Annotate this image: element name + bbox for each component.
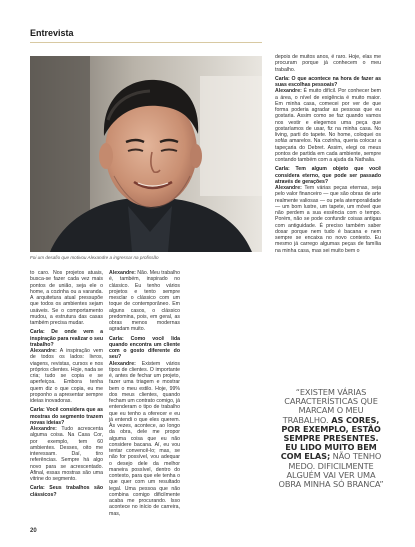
question: Carla: Como você lida quando encontra um cliente com o gosto diferente do seu? <box>109 335 180 361</box>
speaker-label: Alexandre: <box>109 360 136 367</box>
portrait-photo <box>30 56 262 252</box>
section-title: Entrevista <box>30 28 74 38</box>
question: Carla: Seus trabalhos são clássicos? <box>30 485 103 498</box>
pull-quote-emphasis: AS CORES, POR EXEMPLO, ESTÃO SEMPRE PRESENTES. EU LIDO MUITO BEM COM ELAS; <box>280 414 381 462</box>
speaker-label: Alexandre: <box>30 426 57 432</box>
speaker-label: Alexandre: <box>30 348 57 354</box>
question: Carla: De onde vem a inspiração para realizar o seu trabalho? <box>30 329 103 348</box>
paragraph: depois de muitos anos, é raro. Hoje, elas me procuram porque já conhecem o meu trabalho. <box>275 54 381 73</box>
speaker-label: Alexandre: <box>275 185 302 191</box>
answer <box>30 348 103 404</box>
pull-quote-close: NÃO TENHO MEDO. DIFICILMENTE ALGUÉM VAI VER UMA OBRA MINHA SÓ BRANCA” <box>278 451 384 490</box>
pull-quote-open: “EXISTEM VÁRIAS CARACTERÍSTICAS QUE MARCAM O MEU TRABALHO. <box>282 387 378 425</box>
column-2 <box>109 270 180 517</box>
pull-quote <box>277 388 385 489</box>
answer-text: Existem vários tipos de clientes. O importante é, antes de fechar um projeto, fazer uma triagem e mostrar bem o meu estilo. Hoje, 99% dos meus clientes, quando fecham um contrato comigo, já entenderam o tipo de trabalho que eu tenho a oferecer e eu já entendi o que eles querem. Às vezes, acontece, ao longo da obra, dele me propor alguma coisa que eu não considere bacana. Aí, eu vou tentar convencê-lo; mas, se não for possível, vou adequar o desejo dele da melhor maneira possível, dentro do contexto, para que ele tenha o que quer com um resultado legal. Uma pessoa que não combina comigo dificilmente acaba me procurando. Isso acontece no início de carreira, mas, <box>109 360 180 517</box>
paragraph: to caro. Nos projetos atuais, busca-se fazer cada vez mais pontos de união, seja ele o home, a cozinha ou a varanda. A arquitetura atual pressupõe que todos os ambientes sejam usáveis. Se o comportamento mudou, a estrutura das casas também precisa mudar. <box>30 270 103 326</box>
answer <box>275 88 381 163</box>
speaker-label: Alexandre: <box>109 270 136 276</box>
page-number: 20 <box>30 528 37 534</box>
question: Carla: Você considera que as mostras do segmento trazem novas ideias? <box>30 407 103 426</box>
photo-caption: Foi um desafio que motivou Alexandre a ingressar na profissão <box>30 255 159 260</box>
answer-text: Tem várias peças eternas, seja pelo valor financeiro — que são obras de arte realmente valiosas — ou pela atemporalidade — um bom lustre, um tapete, um móvel que não perdem a sua essência com o tempo. Porém, não se pode confundir coisas antigas com antiguidade. É preciso também saber dosar porque nem tudo é bacana e nem sempre se encaixa no novo contexto. Eu mesmo já carrego algumas peças de família na minha casa, mas sei muito bem o <box>275 185 381 254</box>
question: Carla: Tem algum objeto que você considera eterno, que pode ser passado através de gerações? <box>275 166 381 185</box>
answer <box>109 270 180 333</box>
answer-text: A inspiração vem de todos os lados: livros, viagens, revistas, cursos e nos próprios clientes. Hoje, nada se cria; tudo se copia e se aperfeiçoa. Embora tenha quem diz o que copia, eu me proponho a apresentar sempre ideias inovadoras. <box>30 348 103 404</box>
answer <box>275 185 381 254</box>
section-divider <box>30 42 262 43</box>
answer <box>30 426 103 482</box>
answer-text: Não. Meu trabalho é, também, inspirado no clássico. Eu tenho vários projetos e tento sempre mesclar o clássico com um toque de contemporâneo. Em alguns casos, o clássico predomina, pois, em geral, as obras menos modernas agradam muito. <box>109 270 180 333</box>
question: Carla: O que acontece na hora de fazer as suas escolhas pessoais? <box>275 75 381 88</box>
portrait-illustration <box>30 56 262 252</box>
speaker-label: Alexandre: <box>275 88 302 95</box>
column-3 <box>275 54 381 254</box>
answer <box>109 361 180 517</box>
answer-text: É muito difícil. Por conhecer bem a área, o nível de exigência é muito maior. Em minha casa, comecei por ver de que forma poderia agradar as pessoas que eu gostaria. Assim como se faz quando vamos nos vestir e elegemos uma peça que gostaríamos de usar, fiz na minha casa. No living, parti do tapete. No home, coloquei os sofás amarelos. Na cozinha, queria colocar a tapeçaria do Debret. Assim, elegi os meus pontos de partida em cada ambiente, sempre contando também com a ajuda da Nathalia. <box>275 88 381 163</box>
column-1 <box>30 270 103 498</box>
answer-text: Tudo acrescenta alguma coisa. Na Casa Cor, por exemplo, tem 60 ambientes. Desses, oito me interessam. Daí, tiro referências. Sempre há algo novo para se acrescentado. Afinal, essas mostras são uma vitrine do segmento. <box>30 426 103 482</box>
